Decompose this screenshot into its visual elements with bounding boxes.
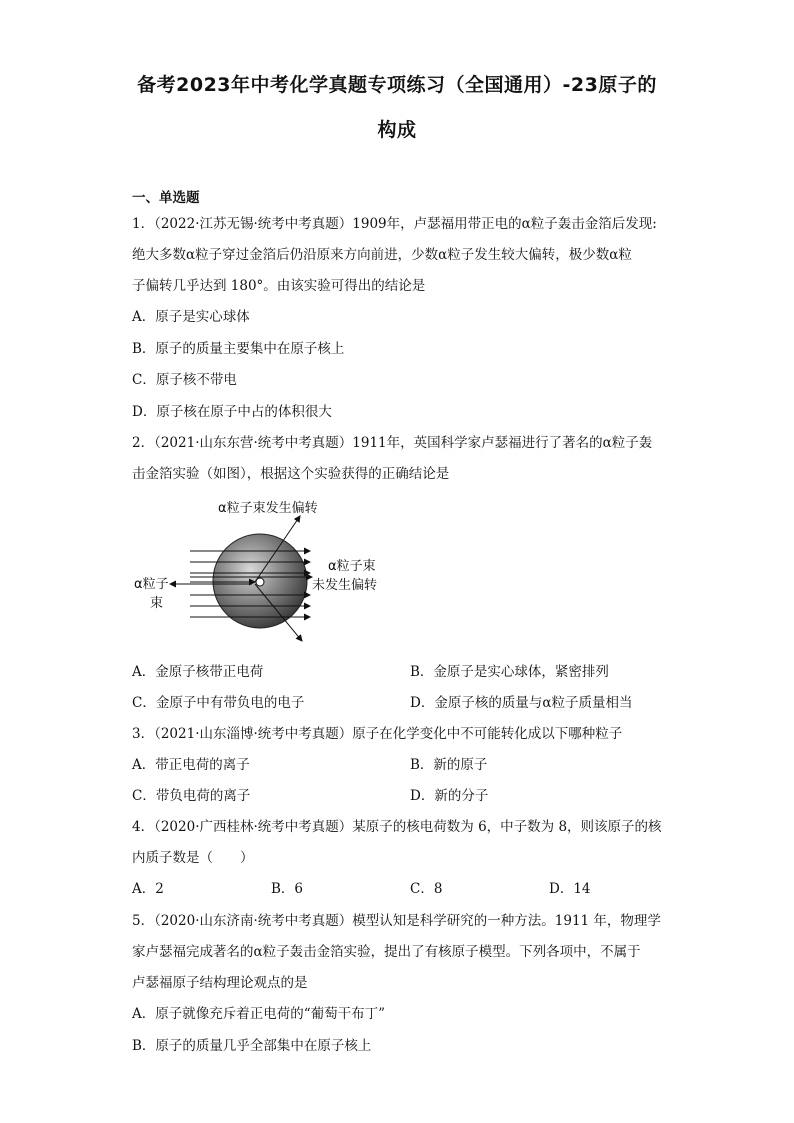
q3-option-a: A．带正电荷的离子 <box>132 757 250 773</box>
q4-option-a: A．2 <box>132 881 164 897</box>
q4-text-line-2: 内质子数是（ ） <box>132 850 254 866</box>
atomic-nucleus <box>256 578 264 586</box>
q1-text-line-3: 子偏转几乎达到 180°。由该实验可得出的结论是 <box>132 278 426 294</box>
q2-option-a: A．金原子核带正电荷 <box>132 664 264 680</box>
q2-option-b: B．金原子是实心球体，紧密排列 <box>410 664 609 680</box>
label-alpha-beam-1: α粒子 <box>134 577 169 592</box>
q1-option-d: D．原子核在原子中占的体积很大 <box>132 404 332 420</box>
q4-option-b: B．6 <box>271 881 304 897</box>
q1-option-b: B．原子的质量主要集中在原子核上 <box>132 341 345 357</box>
q4-option-d: D．14 <box>549 881 591 897</box>
q3-option-b: B．新的原子 <box>410 757 488 773</box>
document-title-line-1: 备考2023年中考化学真题专项练习（全国通用）-23原子的 <box>137 74 657 96</box>
label-undeflected-beam-2: 未发生偏转 <box>312 578 378 593</box>
q5-option-b: B．原子的质量几乎全部集中在原子核上 <box>132 1038 372 1054</box>
document-title-line-2: 构成 <box>377 119 417 141</box>
q5-text-line-3: 卢瑟福原子结构理论观点的是 <box>132 975 308 991</box>
q1-text-line-2: 绝大多数α粒子穿过金箔后仍沿原来方向前进，少数α粒子发生较大偏转，极少数α粒 <box>132 247 632 263</box>
q5-text-line-2: 家卢瑟福完成著名的α粒子轰击金箔实验，提出了有核原子模型。下列各项中，不属于 <box>132 944 641 960</box>
q1-text-line-1: 1．（2022·江苏无锡·统考中考真题）1909年，卢瑟福用带正电的α粒子轰击金箔后发现: <box>132 216 657 232</box>
q5-text-line-1: 5．（2020·山东济南·统考中考真题）模型认知是科学研究的一种方法。1911 年，物理学 <box>132 913 661 929</box>
label-alpha-beam-2: 束 <box>150 596 164 611</box>
q2-text-line-1: 2．（2021·山东东营·统考中考真题）1911年，英国科学家卢瑟福进行了著名的α粒子轰 <box>132 435 653 451</box>
label-undeflected-beam-1: α粒子束 <box>328 559 376 574</box>
q3-option-d: D．新的分子 <box>410 788 489 804</box>
section-heading: 一、单选题 <box>132 190 200 206</box>
label-deflected-beam: α粒子束发生偏转 <box>218 501 318 516</box>
q4-option-c: C．8 <box>410 881 443 897</box>
q3-text-line-1: 3．（2021·山东淄博·统考中考真题）原子在化学变化中不可能转化成以下哪种粒子 <box>132 726 623 742</box>
q2-option-c: C．金原子中有带负电的电子 <box>132 695 305 711</box>
q3-option-c: C．带负电荷的离子 <box>132 788 251 804</box>
q4-text-line-1: 4．（2020·广西桂林·统考中考真题）某原子的核电荷数为 6，中子数为 8，则该原子的核 <box>132 819 662 835</box>
q1-option-c: C．原子核不带电 <box>132 372 237 388</box>
q2-option-d: D．金原子核的质量与α粒子质量相当 <box>410 695 633 711</box>
q2-text-line-2: 击金箔实验（如图），根据这个实验获得的正确结论是 <box>132 466 450 482</box>
rutherford-experiment-figure <box>130 496 400 646</box>
q5-option-a: A．原子就像充斥着正电荷的“葡萄干布丁” <box>132 1006 386 1022</box>
q1-option-a: A．原子是实心球体 <box>132 309 250 325</box>
